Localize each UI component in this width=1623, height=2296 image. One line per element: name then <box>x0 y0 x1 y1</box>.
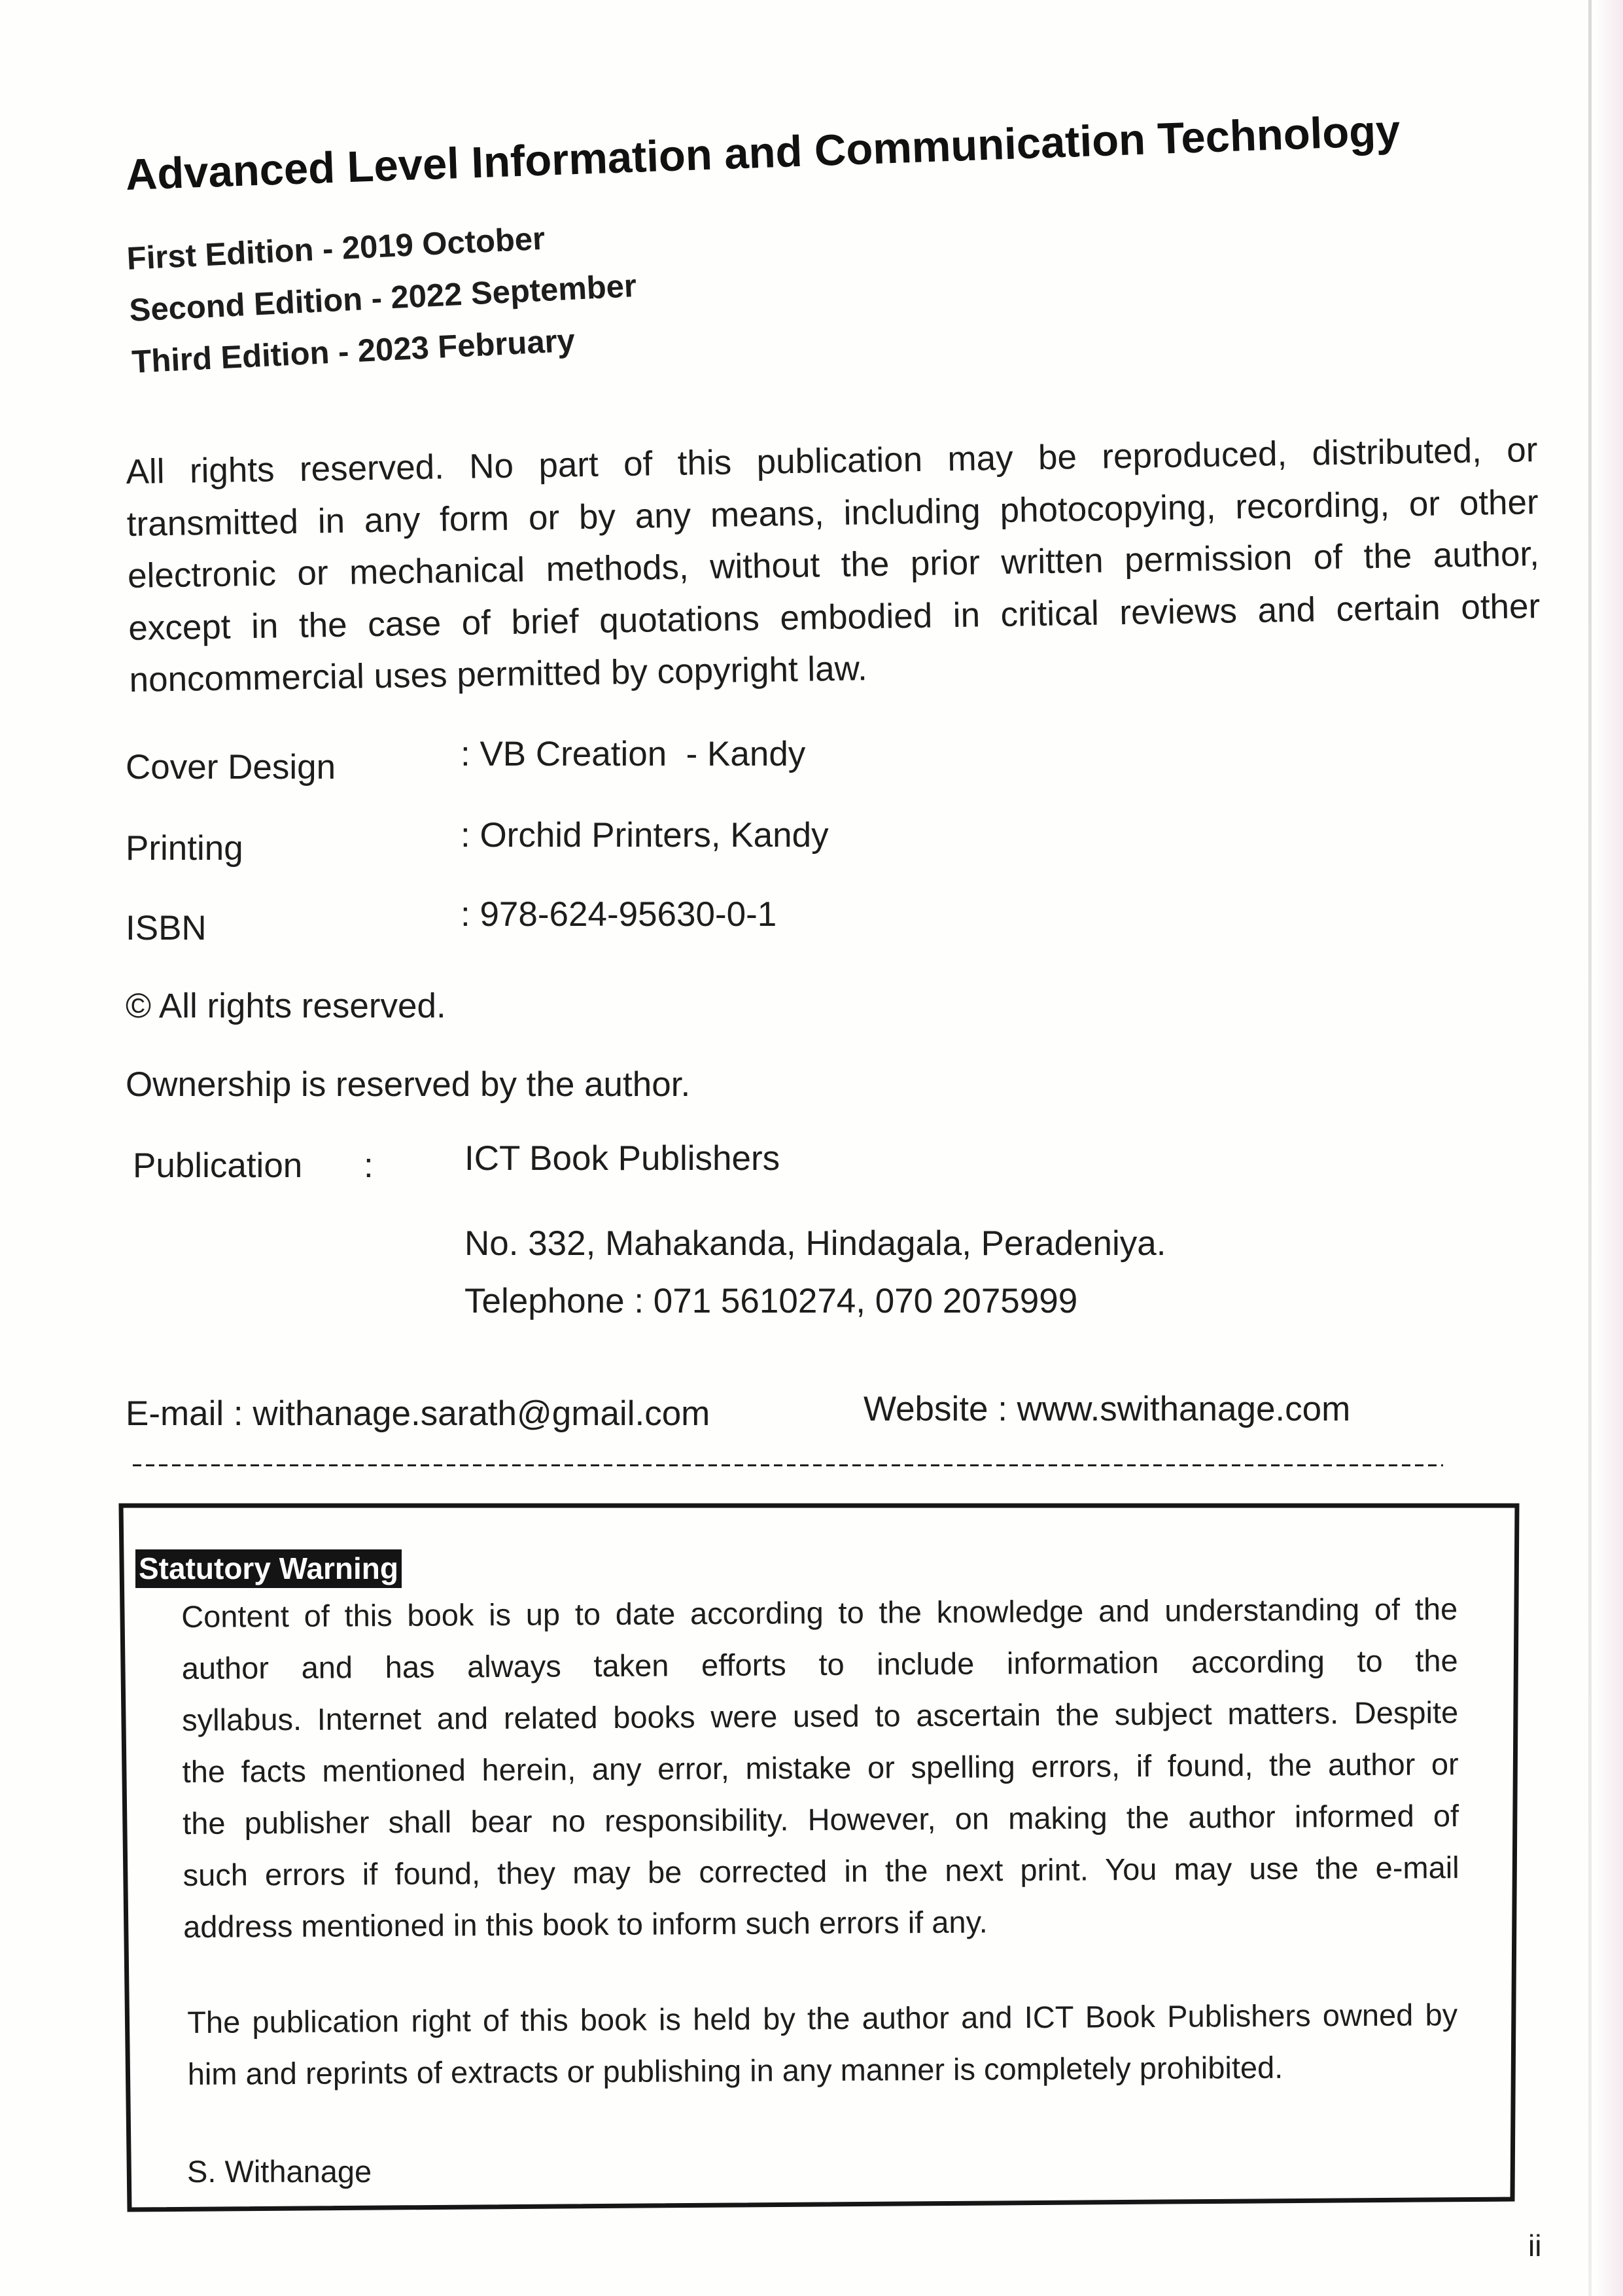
copyright-notice <box>126 424 1541 706</box>
statutory-warning-heading: Statutory Warning <box>135 1549 402 1588</box>
publisher-address: No. 332, Mahakanda, Hindagala, Peradeniya. <box>464 1224 1166 1263</box>
warning-line: author and has always taken efforts to include information according to the <box>181 1643 1458 1686</box>
printing-value: : Orchid Printers, Kandy <box>461 816 829 855</box>
contact-website: Website : www.swithanage.com <box>864 1390 1351 1428</box>
warning-line: the facts mentioned herein, any error, mistake or spelling errors, if found, the author or <box>182 1746 1459 1789</box>
publication-rights-paragraph <box>187 1988 1458 2100</box>
all-rights-reserved: © All rights reserved. <box>126 987 446 1025</box>
publication-separator: : <box>364 1146 374 1185</box>
copyright-notice-line: All rights reserved. No part of this publication may be reproduced, distributed, or <box>126 431 1538 491</box>
page-number: ii <box>1528 2229 1542 2263</box>
printing-label: Printing <box>126 829 243 868</box>
warning-line: The publication right of this book is held by the author and ICT Book Publishers owned by <box>187 1997 1458 2040</box>
publisher-name: ICT Book Publishers <box>464 1139 780 1178</box>
edition-line: Second Edition - 2022 September <box>128 268 638 328</box>
edition-line: First Edition - 2019 October <box>126 221 546 277</box>
publisher-telephone: Telephone : 071 5610274, 070 2075999 <box>464 1282 1078 1320</box>
copyright-notice-line: noncommercial uses permitted by copyright law. <box>129 649 868 699</box>
book-title: Advanced Level Information and Communication Technology <box>124 105 1401 200</box>
cover-design-value: : VB Creation - Kandy <box>461 735 806 773</box>
isbn-label: ISBN <box>126 909 207 947</box>
copyright-notice-line: electronic or mechanical methods, without the prior written permission of the author, <box>127 535 1540 595</box>
warning-line: the publisher shall bear no responsibility. However, on making the author informed of <box>183 1798 1459 1841</box>
edition-line: Third Edition - 2023 February <box>131 323 576 380</box>
copyright-notice-line: except in the case of brief quotations embodied in critical reviews and certain other <box>128 586 1541 648</box>
cover-design-label: Cover Design <box>126 748 336 786</box>
page-edge-tint <box>1596 0 1623 2296</box>
author-signature: S. Withanage <box>187 2154 372 2189</box>
publication-label: Publication <box>133 1146 303 1185</box>
warning-line: Content of this book is up to date according to the knowledge and understanding of the <box>181 1591 1458 1634</box>
edition-history <box>126 209 640 389</box>
warning-line: address mentioned in this book to inform such errors if any. <box>183 1904 988 1944</box>
isbn-value: : 978-624-95630-0-1 <box>461 895 777 934</box>
warning-paragraph <box>181 1583 1459 1952</box>
warning-line: syllabus. Internet and related books were used to ascertain the subject matters. Despite <box>182 1695 1459 1737</box>
copyright-notice-line: transmitted in any form or by any means, including photocopying, recording, or other <box>126 482 1539 544</box>
dashed-separator <box>133 1464 1443 1466</box>
warning-line: him and reprints of extracts or publishing in any manner is completely prohibited. <box>187 2049 1283 2091</box>
contact-email: E-mail : withanage.sarath@gmail.com <box>126 1394 710 1433</box>
warning-line: such errors if found, they may be corrected in the next print. You may use the e-mail <box>183 1850 1459 1892</box>
page-edge-shadow <box>1588 0 1592 2296</box>
ownership-statement: Ownership is reserved by the author. <box>126 1065 691 1104</box>
